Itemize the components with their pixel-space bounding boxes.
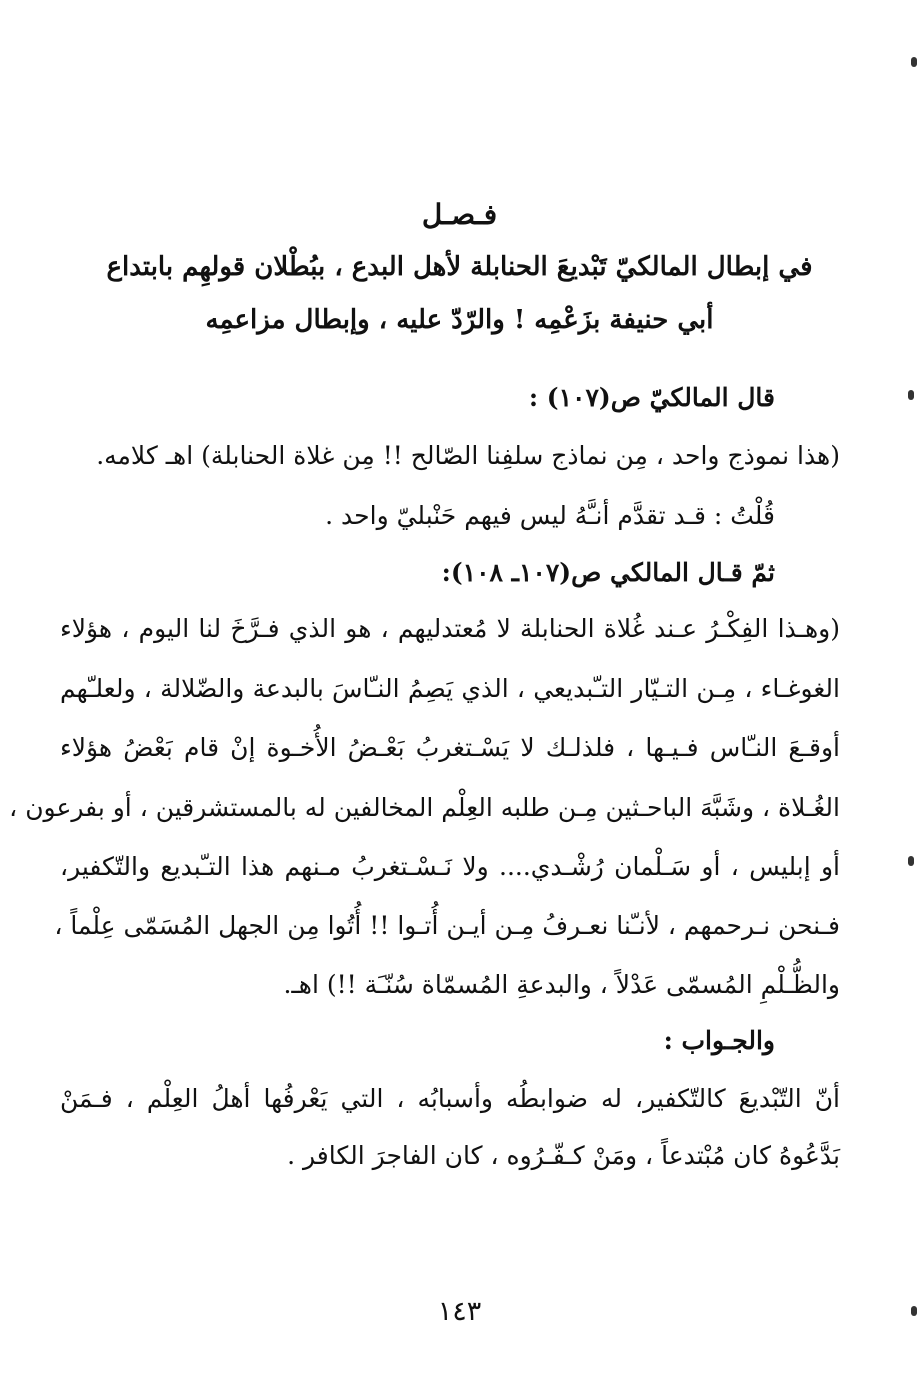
answer-line: أنّ التّبْديعَ كالتّكفير، له ضوابطُه وأسبابُه ، التي يَعْرفُها أهلُ العِلْم ، فـمَنْ [60, 1084, 840, 1113]
response-line: قُلْتُ : قـد تقدَّم أنـَّهُ ليس فيهم حَنْبليّ واحد . [325, 501, 775, 530]
answer-line: بَدَّعُوهُ كان مُبْتدعاً ، ومَنْ كـفّـرُوه ، كان الفاجرَ الكافر . [287, 1141, 840, 1170]
quote-text-line: (هذا نموذج واحد ، مِن نماذج سلفِنا الصّالح !! مِن غلاة الحنابلة) اهـ كلامه. [96, 441, 840, 470]
paragraph-line: الغُـلاة ، وشَبَّهَ الباحـثين مِـن طلبه العِلْم المخالفين له بالمستشرقين ، أو بفرعون ، [9, 793, 840, 822]
scan-edge-mark [911, 1306, 917, 1316]
chapter-subtitle-line-2: أبي حنيفة بزَعْمِه ! والرّدّ عليه ، وإبطال مزاعمِه [205, 305, 714, 335]
paragraph-line: فـنحن نـرحمهم ، لأنـّنا نعـرفُ مِـن أيـن أُتـوا !! أُتُوا مِن الجهل المُسَمّى عِلْماً ، [54, 911, 840, 940]
chapter-title: فـصـل [421, 198, 498, 231]
answer-heading: والجـواب : [663, 1026, 775, 1055]
quote-intro-line: قال المالكيّ ص(١٠٧) : [528, 383, 775, 412]
page-number: ١٤٣ [437, 1296, 482, 1327]
paragraph-line: أوقـعَ النـّاس فـيـها ، فلذلـك لا يَسْـتغربُ بَعْـضُ الأُخـوة إنْ قام بَعْضُ هؤلاء [60, 733, 840, 762]
paragraph-line: الغوغـاء ، مِـن التـيّار التـّبديعي ، الذي يَصِمُ النـّاسَ بالبدعة والضّلالة ، ولعلـّهم [60, 674, 840, 703]
scan-edge-mark [911, 57, 917, 67]
scan-edge-mark [908, 390, 914, 400]
quote-intro-line-2: ثمّ قـال المالكي ص(١٠٧ـ ١٠٨): [441, 558, 775, 587]
paragraph-line: أو إبليس ، أو سَـلْمان رُشْـدي.... ولا نَـسْـتغربُ مـنهم هذا التـّبديع والتّكفير، [60, 852, 840, 881]
paragraph-line: (وهـذا الفِكْـرُ عـند غُلاة الحنابلة لا مُعتدليهم ، هو الذي فـرَّخَ لنا اليوم ، هؤلاء [60, 614, 840, 643]
chapter-subtitle-line-1: في إبطال المالكيّ تَبْديعَ الحنابلة لأهل البدع ، ببُطْلان قولهِم بابتداع [106, 252, 813, 282]
scan-edge-mark [908, 856, 914, 866]
paragraph-line: والظُّـلْمِ المُسمّى عَدْلاً ، والبدعةِ المُسمّاة سُنّـَة !!) اهـ. [283, 970, 840, 999]
